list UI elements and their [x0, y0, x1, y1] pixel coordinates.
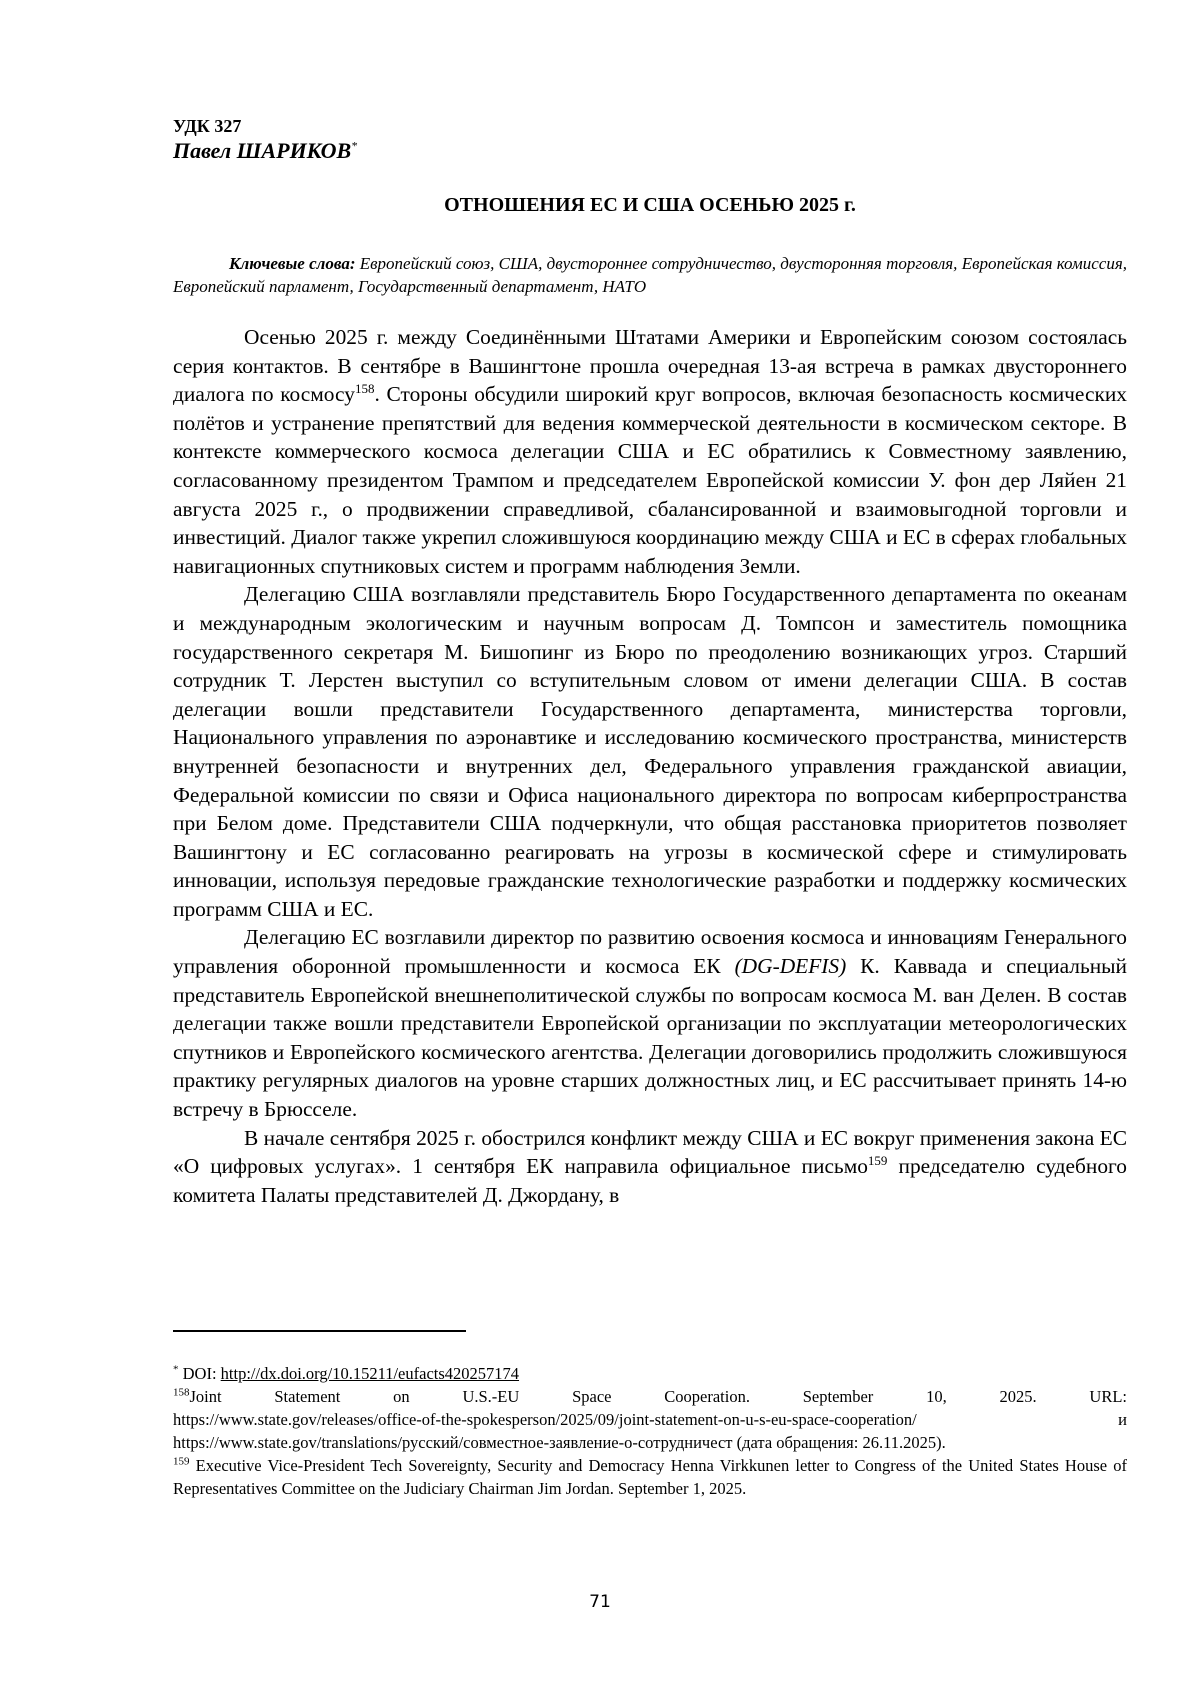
paragraph-4 — [173, 1124, 1127, 1210]
footnote-158-mark: 158 — [173, 1386, 190, 1399]
paragraph-2: Делегацию США возглавляли представитель Бюро Государственного департамента по океанам и международным экологическим и научным вопросам Д. Томпсон и заместитель помощника государственного секретаря М. Бишопинг из Бюро по преодолению возникающих угроз. Старший сотрудник Т. Лерстен выступил со вступительным словом от имени делегации США. В состав делегации вошли представители Государственного департамента, министерства торговли, Национального управления по аэронавтике и исследованию космического пространства, министерств внутренней безопасности и внутренних дел, Федерального управления гражданской авиации, Федеральной комиссии по связи и Офиса национального директора по вопросам киберпространства при Белом доме. Представители США подчеркнули, что общая расстановка приоритетов позволяет Вашингтону и ЕС согласованно реагировать на угрозы в космической сфере и стимулировать инновации, используя передовые гражданские технологические разработки и поддержку космических программ США и ЕС. — [173, 582, 1127, 921]
article-title: ОТНОШЕНИЯ ЕС И США ОСЕНЬЮ 2025 г. — [444, 194, 856, 216]
paragraph-4-text-a: В начале сентября 2025 г. обострился конфликт между США и ЕС вокруг применения закона ЕС «О цифровых услугах». 1 сентября ЕК направила официальное письмо — [173, 1125, 1127, 1179]
footnote-158-urls[interactable]: https://www.state.gov/releases/office-of-the-spokesperson/2025/09/joint-statement-on-u-s-eu-space-cooperation/ и https://www.state.gov/translations/русский/совместное-заявление-о-сотрудничест (дата обращения: 26.11.2025). — [173, 1410, 1127, 1452]
paragraph-3-text-b: К. Каввада и специальный представитель Европейской внешнеполитической службы по вопросам космоса М. ван Делен. В состав делегации также вошли представители Европейской организации по эксплуатации метеорологических спутников и Европейского космического агентства. Делегации договорились продолжить сложившуюся практику регулярных диалогов на уровне старших должностных лиц, и ЕС рассчитывает принять 14-ю встречу в Брюсселе. — [173, 954, 1127, 1122]
dg-defis-abbr: (DG-DEFIS) — [734, 954, 847, 979]
footnote-divider — [173, 1330, 466, 1332]
footnote-158-title: Joint Statement on U.S.-EU Space Cooperation. September 10, 2025. URL: — [189, 1387, 1127, 1406]
footnote-doi-mark: * — [173, 1363, 179, 1376]
footnotes — [173, 1362, 1127, 1500]
footnote-159 — [173, 1454, 1127, 1500]
page-number: 71 — [589, 1592, 611, 1612]
article-body — [173, 323, 1127, 1209]
paragraph-1 — [173, 323, 1127, 580]
paragraph-4-text-b: председателю судебного комитета Палаты представителей Д. Джордану, в — [173, 1154, 1127, 1207]
keywords-label: Ключевые слова: — [229, 254, 356, 273]
doi-link[interactable]: http://dx.doi.org/10.15211/eufacts420257174 — [220, 1364, 520, 1383]
footnote-doi-label: DOI: — [178, 1364, 221, 1383]
footnote-ref-158[interactable]: 158 — [354, 381, 375, 397]
footnote-159-text: Executive Vice-President Tech Sovereignty, Security and Democracy Henna Virkkunen letter to Congress of the United States House of Representatives Committee on the Judiciary Chairman Jim Jordan. September 1, 2025. — [173, 1456, 1127, 1498]
keywords — [173, 252, 1127, 298]
author-name — [173, 138, 357, 164]
footnote-159-mark: 159 — [173, 1455, 190, 1468]
paragraph-1-text-a: Осенью 2025 г. между Соединёнными Штатами Америки и Европейским союзом состоялась серия контактов. В сентябре в Вашингтоне прошла очередная 13-ая встреча в рамках двустороннего диалога по космосу — [173, 325, 1127, 407]
paragraph-3 — [173, 923, 1127, 1123]
author-name-text: Павел ШАРИКОВ — [173, 138, 352, 163]
footnote-ref-159[interactable]: 159 — [867, 1153, 888, 1169]
paragraph-3-text-a: Делегацию ЕС возглавили директор по развитию освоения космоса и инновациям Генерального управления оборонной промышленности и космоса ЕК — [173, 925, 1127, 979]
footnote-doi — [173, 1362, 1127, 1385]
author-footnote-mark: * — [351, 138, 358, 153]
paragraph-1-text-b: . Стороны обсудили широкий круг вопросов, включая безопасность космических полётов и устранение препятствий для ведения коммерческой деятельности в космическом секторе. В контексте коммерческого космоса делегации США и ЕС обратились к Совместному заявлению, согласованному президентом Трампом и председателем Европейской комиссии У. фон дер Ляйен 21 августа 2025 г., о продвижении справедливой, сбалансированной и взаимовыгодной торговли и инвестиций. Диалог также укрепил сложившуюся координацию между США и ЕС в сферах глобальных навигационных спутниковых систем и программ наблюдения Земли. — [173, 382, 1127, 578]
footnote-158 — [173, 1385, 1127, 1454]
keywords-text: Европейский союз, США, двустороннее сотрудничество, двусторонняя торговля, Европейская комиссия, Европейский парламент, Государственный департамент, НАТО — [173, 254, 1127, 296]
udk-code: УДК 327 — [173, 116, 242, 136]
